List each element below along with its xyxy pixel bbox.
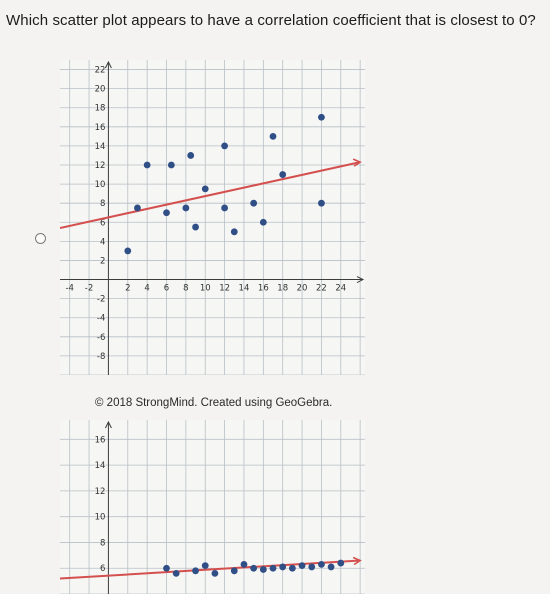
plot-a-y-tick-label: 16 bbox=[94, 122, 106, 133]
plot-b-y-tick-label: 8 bbox=[99, 538, 106, 549]
plot-a-y-tick-label: 20 bbox=[94, 84, 106, 95]
plot-a-x-tick-label: 16 bbox=[257, 283, 269, 294]
plot-b-data-point bbox=[260, 566, 267, 573]
plot-b-data-point bbox=[299, 562, 306, 569]
plot-a-y-tick-label: 14 bbox=[94, 141, 106, 152]
plot-a-data-point bbox=[124, 248, 131, 255]
plot-a-x-tick-label: 4 bbox=[144, 283, 150, 294]
plot-b-data-point bbox=[289, 565, 296, 572]
plot-b-y-tick-label: 16 bbox=[94, 435, 106, 446]
plot-a-x-tick-label: 8 bbox=[183, 283, 189, 294]
plot-b-data-point bbox=[250, 565, 257, 572]
plot-a-data-point bbox=[318, 200, 325, 207]
plot-a-y-tick-label: -4 bbox=[96, 313, 106, 324]
plot-a-data-point bbox=[202, 185, 209, 192]
plot-a-x-tick-label: 18 bbox=[277, 283, 289, 294]
plot-a-x-tick-label: 20 bbox=[296, 283, 308, 294]
plot-b-data-point bbox=[212, 570, 219, 577]
credit-text: © 2018 StrongMind. Created using GeoGebra. bbox=[95, 397, 333, 409]
plot-b-data-point bbox=[202, 562, 209, 569]
plot-a-y-tick-label: 10 bbox=[94, 180, 106, 191]
plot-a-y-tick-label: 2 bbox=[99, 256, 106, 267]
plot-a-x-tick-label: 24 bbox=[335, 283, 347, 294]
plot-a-data-point bbox=[163, 209, 170, 216]
plot-b-data-point bbox=[318, 561, 325, 568]
plot-b-y-tick-label: 14 bbox=[94, 461, 106, 472]
scatter-plot-b-svg bbox=[60, 420, 365, 594]
scatter-plot-option-a bbox=[60, 60, 365, 375]
plot-a-data-point bbox=[318, 114, 325, 121]
plot-a-y-tick-label: 22 bbox=[94, 65, 106, 76]
plot-a-x-tick-label: 10 bbox=[199, 283, 211, 294]
plot-a-y-tick-label: 4 bbox=[99, 237, 106, 248]
plot-b-data-point bbox=[192, 567, 199, 574]
plot-a-x-tick-label: 2 bbox=[125, 283, 131, 294]
plot-a-data-point bbox=[231, 228, 238, 235]
plot-b-data-point bbox=[270, 565, 277, 572]
plot-b-data-point bbox=[279, 564, 286, 571]
plot-a-trend-line bbox=[60, 162, 360, 228]
plot-a-y-tick-label: -2 bbox=[96, 294, 106, 305]
plot-a-data-point bbox=[221, 143, 228, 150]
plot-a-data-point bbox=[134, 205, 141, 212]
plot-b-data-point bbox=[173, 570, 180, 577]
plot-a-y-tick-label: 12 bbox=[94, 161, 106, 171]
plot-a-data-point bbox=[270, 133, 277, 140]
plot-b-data-point bbox=[337, 560, 344, 567]
plot-a-data-point bbox=[260, 219, 267, 226]
plot-a-x-tick-label: -4 bbox=[65, 283, 74, 294]
plot-b-data-point bbox=[308, 564, 315, 571]
plot-a-data-point bbox=[182, 205, 189, 212]
plot-a-x-tick-label: -2 bbox=[84, 283, 94, 294]
scatter-plot-a-svg bbox=[60, 60, 365, 375]
plot-a-y-tick-label: -8 bbox=[96, 351, 106, 362]
plot-a-y-tick-label: 6 bbox=[99, 218, 106, 229]
plot-b-data-point bbox=[163, 565, 170, 572]
plot-b-y-tick-label: 12 bbox=[94, 486, 106, 497]
plot-a-data-point bbox=[192, 224, 199, 231]
plot-b-data-point bbox=[231, 567, 238, 574]
plot-b-y-tick-label: 6 bbox=[99, 564, 106, 575]
plot-a-y-tick-label: -6 bbox=[96, 332, 106, 343]
plot-a-x-tick-label: 22 bbox=[316, 283, 327, 294]
plot-a-x-tick-label: 14 bbox=[238, 283, 250, 294]
plot-a-y-tick-label: 8 bbox=[99, 199, 106, 210]
plot-a-data-point bbox=[250, 200, 257, 207]
plot-b-data-point bbox=[241, 561, 248, 568]
option-a-radio[interactable] bbox=[35, 233, 46, 244]
plot-b-data-point bbox=[328, 564, 335, 571]
scatter-plot-option-b bbox=[60, 420, 365, 594]
plot-a-data-point bbox=[187, 152, 194, 159]
plot-b-y-tick-label: 10 bbox=[94, 512, 106, 523]
plot-a-data-point bbox=[144, 162, 151, 169]
plot-a-x-tick-label: 12 bbox=[219, 283, 231, 294]
plot-a-x-tick-label: 6 bbox=[163, 283, 170, 294]
plot-a-data-point bbox=[279, 171, 286, 178]
question-text: Which scatter plot appears to have a correlation coefficient that is closest to 0? bbox=[6, 12, 536, 29]
plot-a-data-point bbox=[221, 205, 228, 212]
plot-a-data-point bbox=[168, 162, 175, 169]
plot-a-y-tick-label: 18 bbox=[94, 103, 106, 114]
